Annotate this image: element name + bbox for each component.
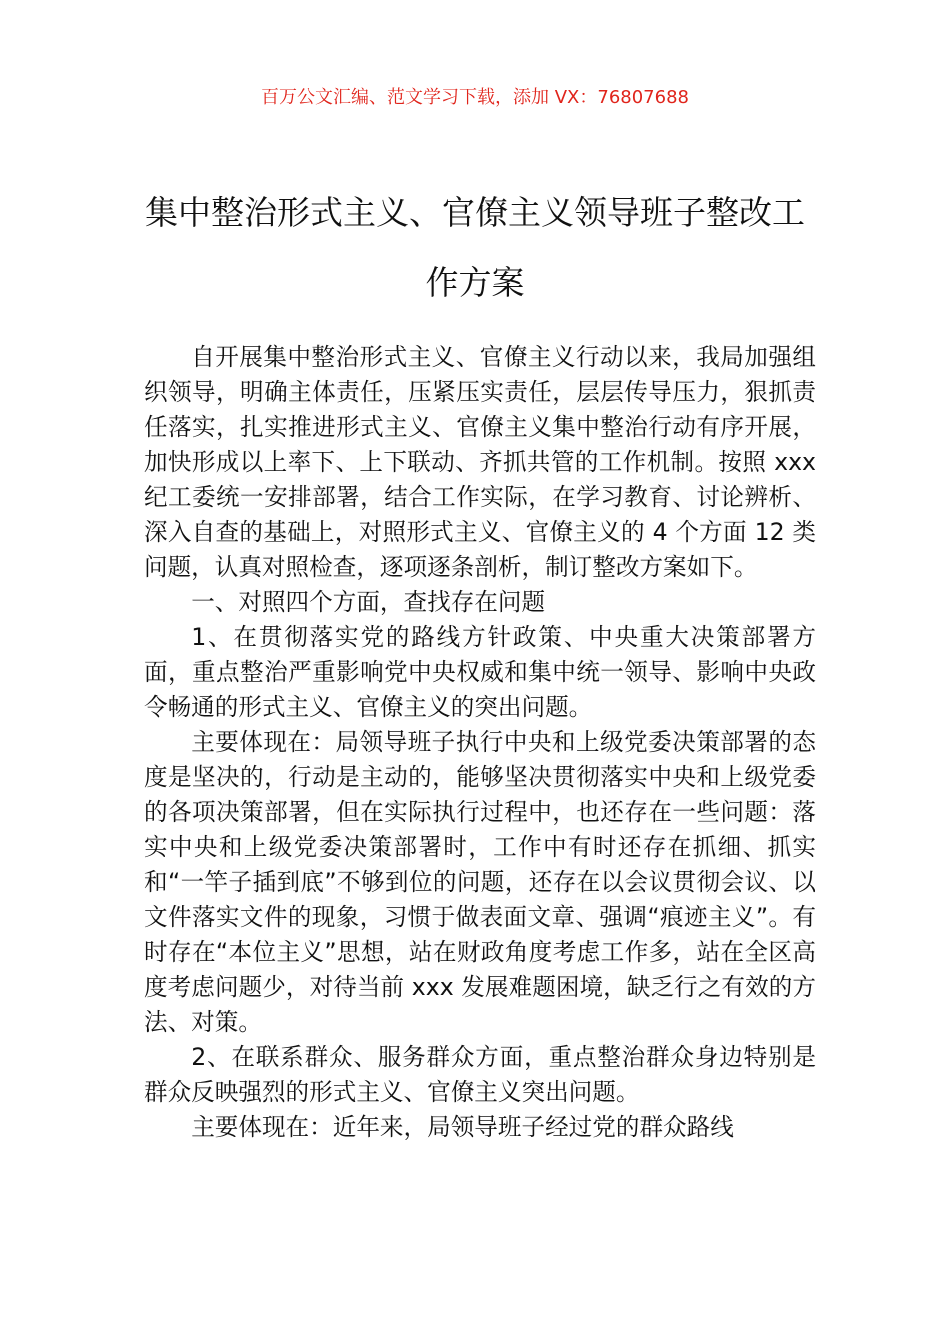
paragraph: 主要体现在：局领导班子执行中央和上级党委决策部署的态度是坚决的，行动是主动的，能够坚决贯彻落实中央和上级党委的各项决策部署，但在实际执行过程中，也还存在一些问题：落实中央和上级党委决策部署时，工作中有时还存在抓细、抓实和“一竿子插到底”不够到位的问题，还存在以会议贯彻会议、以文件落实文件的现象，习惯于做表面文章、强调“痕迹主义”。有时存在“本位主义”思想，站在财政角度考虑工作多，站在全区高度考虑问题少，对待当前 xxx 发展难题困境，缺乏行之有效的方法、对策。 [144,728,816,1036]
paragraph: 主要体现在：近年来，局领导班子经过党的群众路线 [191,1113,734,1141]
document-body [144,340,816,1145]
header-note: 百万公文汇编、范文学习下载，添加 VX：76807688 [261,87,689,108]
paragraph: 1、在贯彻落实党的路线方针政策、中央重大决策部署方面，重点整治严重影响党中央权威和集中统一领导、影响中央政令畅通的形式主义、官僚主义的突出问题。 [144,623,816,721]
paragraph: 2、在联系群众、服务群众方面，重点整治群众身边特别是群众反映强烈的形式主义、官僚主义突出问题。 [144,1043,816,1106]
document-title: 集中整治形式主义、官僚主义领导班子整改工作方案 [145,193,805,302]
paragraph: 自开展集中整治形式主义、官僚主义行动以来，我局加强组织领导，明确主体责任，压紧压实责任，层层传导压力，狠抓责任落实，扎实推进形式主义、官僚主义集中整治行动有序开展，加快形成以上率下、上下联动、齐抓共管的工作机制。按照 xxx 纪工委统一安排部署，结合工作实际，在学习教育、讨论辨析、深入自查的基础上，对照形式主义、官僚主义的 4 个方面 12 类问题，认真对照检查，逐项逐条剖析，制订整改方案如下。 [144,343,816,581]
section-heading: 一、对照四个方面，查找存在问题 [191,588,546,616]
